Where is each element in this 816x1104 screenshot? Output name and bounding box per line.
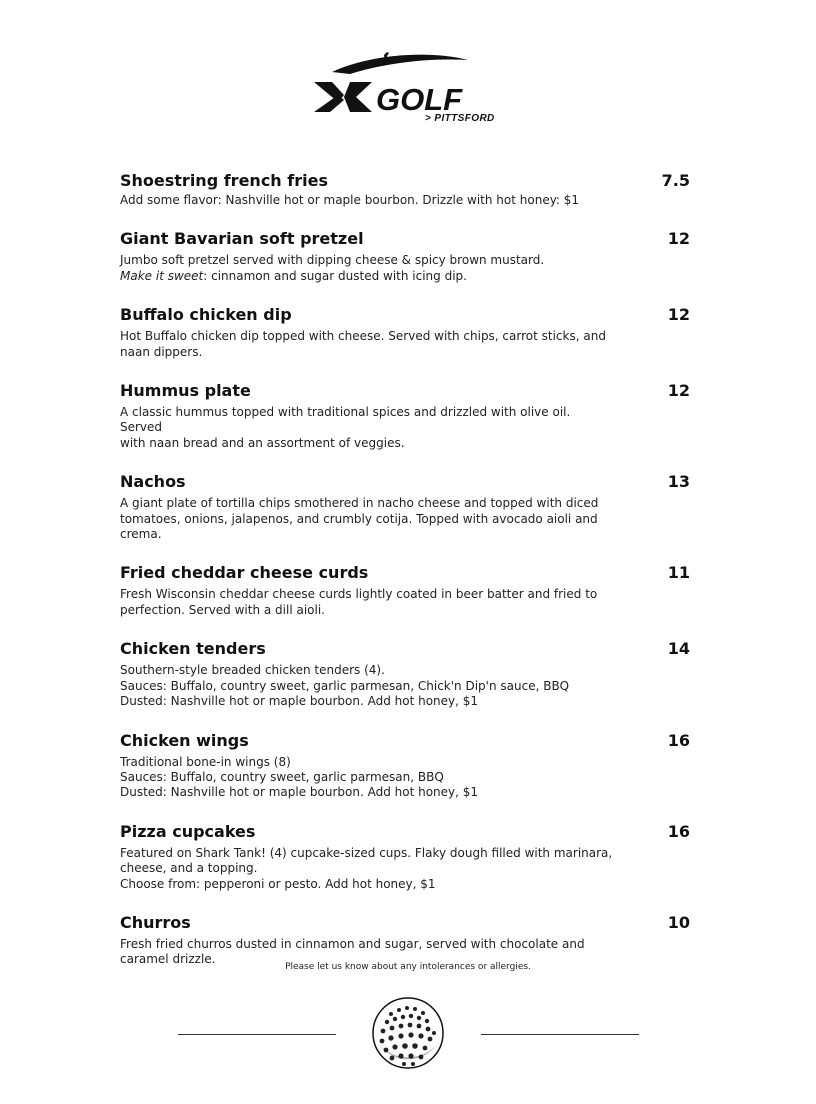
item-name: Giant Bavarian soft pretzel	[120, 229, 364, 249]
menu-item	[120, 228, 690, 284]
item-name: Nachos	[120, 472, 186, 492]
menu-item	[120, 380, 690, 451]
item-price: 14	[667, 639, 690, 659]
item-description: Traditional bone-in wings (8) Sauces: Buffalo, country sweet, garlic parmesan, BBQ Dusted: Nashville hot or maple bourbon. Add hot honey, $1	[120, 754, 479, 800]
menu-item	[120, 730, 690, 801]
item-price: 11	[667, 563, 690, 583]
item-price: 12	[667, 381, 690, 401]
item-name: Pizza cupcakes	[120, 821, 256, 841]
menu-item	[120, 170, 690, 208]
menu-item	[120, 821, 690, 892]
item-price: 16	[667, 730, 690, 750]
footer-divider-right	[481, 1034, 639, 1035]
menu-list	[120, 170, 690, 968]
logo-location: > PITTSFORD	[425, 113, 495, 124]
item-description: Add some flavor: Nashville hot or maple bourbon. Drizzle with hot honey: $1	[120, 193, 580, 207]
item-description: Southern-style breaded chicken tenders (4). Sauces: Buffalo, country sweet, garlic parmesan, Chick'n Dip'n sauce, BBQ Dusted: Nashville hot or maple bourbon. Add hot honey, $1	[120, 663, 570, 709]
item-description: Featured on Shark Tank! (4) cupcake-sized cups. Flaky dough filled with marinara, cheese, and a topping. Choose from: pepperoni or pesto. Add hot honey, $1	[120, 845, 613, 891]
allergy-note: Please let us know about any intolerances or allergies.	[285, 962, 531, 972]
item-description: A classic hummus topped with traditional spices and drizzled with olive oil. Served with naan bread and an assortment of veggies.	[120, 405, 571, 450]
item-price: 12	[667, 305, 690, 325]
item-description: A giant plate of tortilla chips smothered in nacho cheese and topped with diced tomatoes, onions, jalapenos, and crumbly cotija. Topped with avocado aioli and crema.	[120, 496, 599, 542]
item-name: Churros	[120, 912, 191, 932]
golf-ball-icon	[371, 996, 445, 1070]
item-price: 13	[667, 472, 690, 492]
item-name: Chicken wings	[120, 730, 249, 750]
item-name: Chicken tenders	[120, 639, 266, 659]
item-description: Jumbo soft pretzel served with dipping cheese & spicy brown mustard. Make it sweet: cinnamon and sugar dusted with icing dip.	[120, 253, 545, 283]
item-name: Fried cheddar cheese curds	[120, 563, 369, 583]
item-description: Fresh fried churros dusted in cinnamon and sugar, served with chocolate and caramel drizzle.	[120, 936, 585, 967]
item-name: Shoestring french fries	[120, 171, 328, 190]
menu-item	[120, 638, 690, 709]
item-name: Buffalo chicken dip	[120, 305, 292, 325]
menu-item	[120, 471, 690, 542]
item-price: 16	[667, 821, 690, 841]
menu-item	[120, 304, 690, 360]
item-price: 10	[667, 912, 690, 932]
item-description: Fresh Wisconsin cheddar cheese curds lightly coated in beer batter and fried to perfection. Served with a dill aioli.	[120, 587, 598, 617]
item-price: 12	[667, 229, 690, 249]
footer-divider-left	[178, 1034, 336, 1035]
item-variant-label: Make it sweet	[120, 268, 204, 283]
item-name: Hummus plate	[120, 381, 251, 401]
menu-item	[120, 912, 690, 968]
logo-wordmark: GOLF	[376, 82, 463, 117]
item-description: Hot Buffalo chicken dip topped with cheese. Served with chips, carrot sticks, and naan dippers.	[120, 329, 606, 359]
menu-item	[120, 562, 690, 618]
item-price: 7.5	[661, 171, 690, 190]
